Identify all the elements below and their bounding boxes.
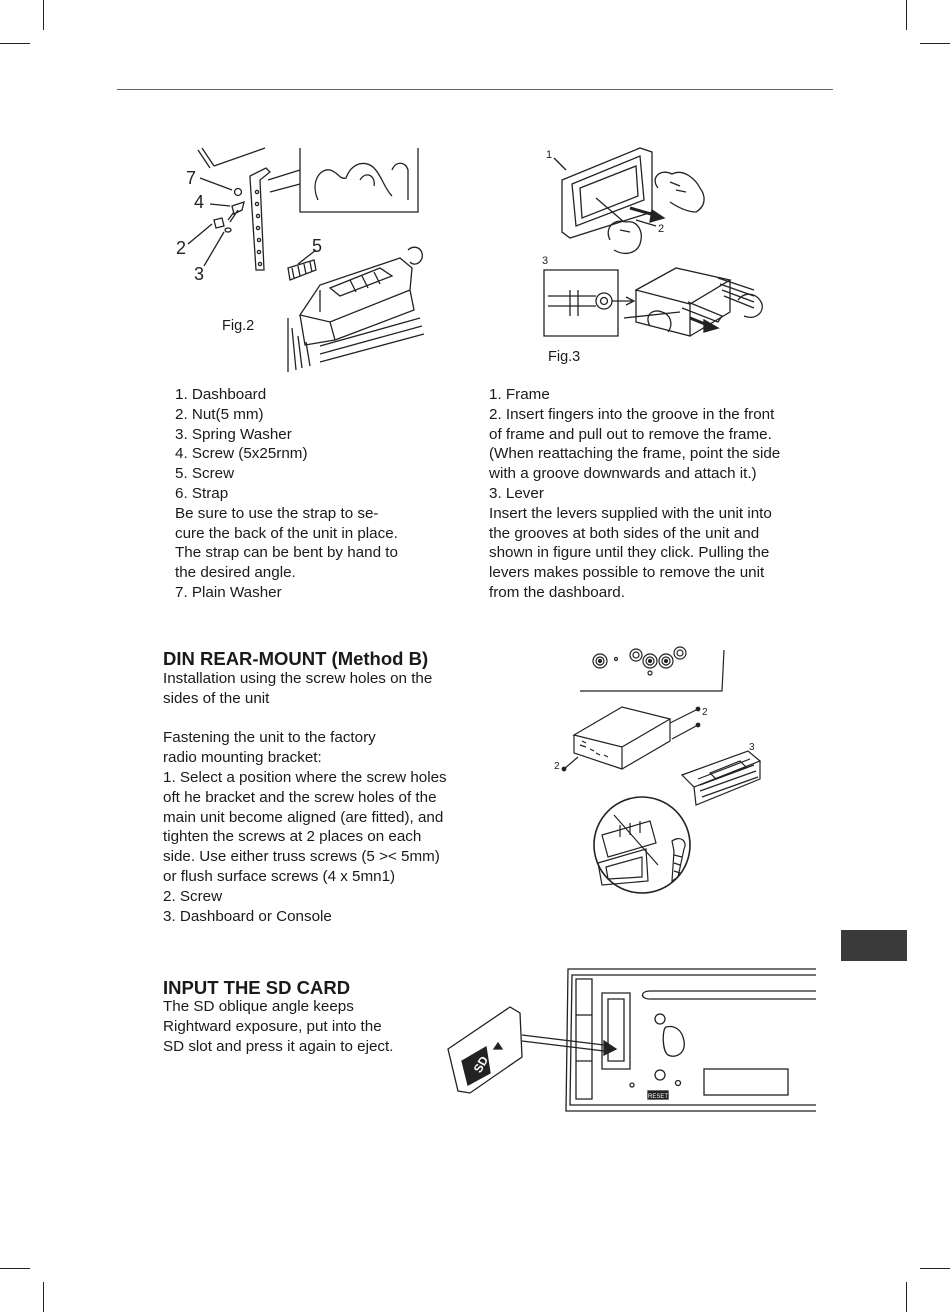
sd-body [163,997,393,1056]
din-callout-2-right: 2 [702,707,708,718]
list-item: 7. Plain Washer [175,583,282,601]
din-line: side. Use either truss screws (5 >< 5mm) [163,848,440,866]
page-tab [841,930,907,961]
fig3-illustration [540,140,770,355]
list-item: the desired angle. [175,564,296,582]
fig3-callout-2: 2 [658,223,665,235]
crop-mark-top-right-v [906,0,907,30]
din-line: sides of the unit [163,689,270,707]
list-item: 3. Lever [489,484,544,502]
din-line: or flush surface screws (4 x 5mn1) [163,867,396,885]
list-item: 1. Dashboard [175,386,267,403]
list-item: levers makes possible to remove the unit [489,564,765,582]
sd-illustration [440,965,820,1115]
list-item: cure the back of the unit in place. [175,524,398,542]
din-line: main unit become aligned (are fitted), and [163,808,444,826]
crop-mark-top-left-h [0,43,30,44]
list-item: 2. Nut(5 mm) [175,405,264,423]
fig3-callout-3: 3 [542,255,549,267]
sd-line: SD slot and press it again to eject. [163,1037,394,1055]
din-line: Fastening the unit to the factory [163,729,376,747]
fig2-caption: Fig.2 [222,318,255,334]
fig2-illustration [170,140,430,375]
list-item: 2. Insert fingers into the groove in the front [489,405,775,423]
fig3-caption: Fig.3 [548,349,581,365]
list-item: from the dashboard. [489,583,625,601]
din-illustration [550,645,770,900]
din-callout-2-left: 2 [554,761,560,772]
list-item: 5. Screw [175,465,235,483]
sd-heading: INPUT THE SD CARD [163,977,351,998]
din-line: 2. Screw [163,887,223,905]
crop-mark-bottom-left-h [0,1268,30,1269]
fig3-parts-list [489,385,780,603]
crop-mark-bottom-left-v [43,1282,44,1312]
din-line: radio mounting bracket: [163,749,322,767]
din-line: oft he bracket and the screw holes of the [163,788,437,806]
fig3-callout-1: 1 [546,149,553,161]
crop-mark-bottom-right-v [906,1282,907,1312]
list-item: 1. Frame [489,386,550,403]
fig2-callout-4: 4 [194,192,205,212]
din-line: 1. Select a position where the screw holes [163,768,447,786]
din-heading: DIN REAR-MOUNT (Method B) [163,648,429,669]
din-line: Installation using the screw holes on the [163,670,433,687]
sd-line: The SD oblique angle keeps [163,998,354,1015]
crop-mark-top-right-h [920,43,950,44]
fig2-callout-2: 2 [176,238,187,258]
din-body [163,669,447,926]
sd-line: Rightward exposure, put into the [163,1017,382,1035]
din-line: tighten the screws at 2 places on each [163,828,422,846]
list-item: of frame and pull out to remove the frame. [489,425,772,443]
fig2-callout-3: 3 [194,264,205,284]
list-item: (When reattaching the frame, point the side [489,445,781,463]
list-item: 4. Screw (5x25rnm) [175,445,308,463]
din-callout-3: 3 [749,742,755,753]
list-item: with a groove downwards and attach it.) [489,465,757,483]
reset-label: RESET [648,1094,669,1100]
sd-card-logo: SD [470,1053,492,1076]
din-line [163,709,447,729]
header-rule [117,89,833,90]
din-line: 3. Dashboard or Console [163,907,332,925]
list-item: shown in figure until they click. Pulling the [489,544,770,562]
list-item: 6. Strap [175,484,229,502]
list-item: The strap can be bent by hand to [175,544,398,562]
list-item: Insert the levers supplied with the unit into [489,504,772,522]
list-item: Be sure to use the strap to se- [175,504,379,522]
fig2-callout-7: 7 [186,168,197,188]
fig2-parts-list [175,385,398,603]
list-item: the grooves at both sides of the unit and [489,524,760,542]
crop-mark-top-left-v [43,0,44,30]
list-item: 3. Spring Washer [175,425,292,443]
crop-mark-bottom-right-h [920,1268,950,1269]
fig2-callout-5: 5 [312,236,323,256]
